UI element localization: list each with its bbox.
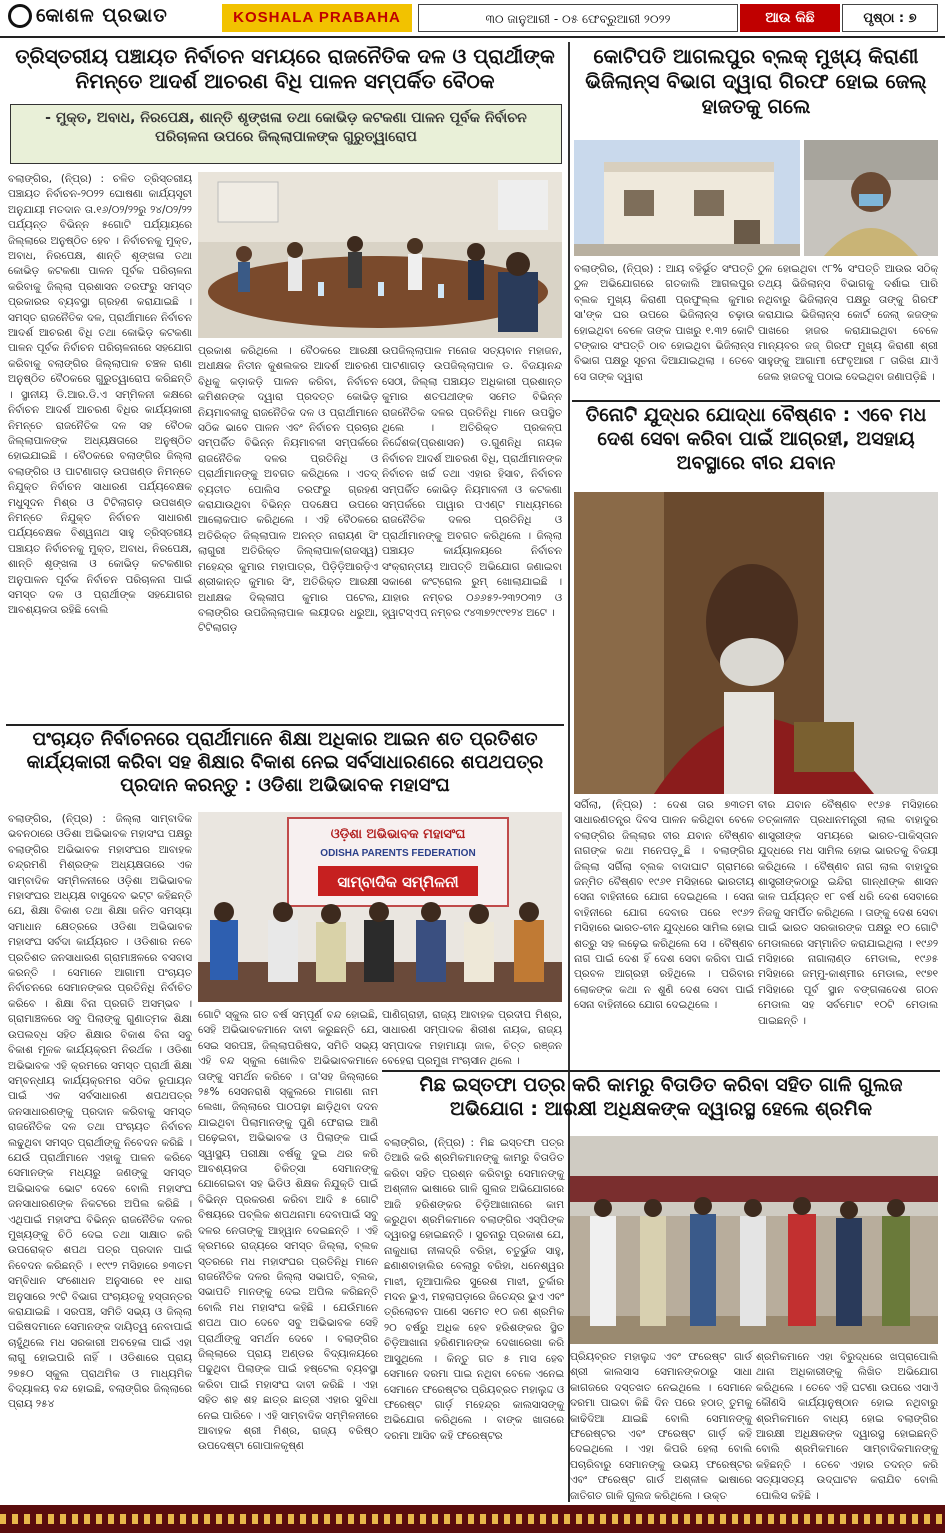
article3-column-2: ବୀର ଯବାନ ବୈଷ୍ଣବ ୧୯୬୫ ମସିହାରେ ତତ୍କାଳୀନ ପ୍ରଧାନମନ୍ତ୍ରୀ ଲାଲ ବାହାଦୁର ଶାସ୍ତ୍ରୀଙ୍କ ସମୟରେ ଭାରତ-ପାକିସ୍ତାନ ଯୁଦ୍ଧରେ ମଧ ସାମିଲ ହୋଇ ଭାରତକୁ ବିଜୟୀ କରିଥିଲେ । ବୈଷ୍ଣବ ନାଗ ଲାଲ ବାହାଦୁର ଶାସ୍ତ୍ରୀଙ୍କଠାରୁ ଇନ୍ଦିରା ଗାନ୍ଧୀଙ୍କ ଶାସନ କାଳ ପର୍ଯ୍ୟନ୍ତ ୧୮ ବର୍ଷ ଧରି ଦେଶ ସେବାରେ ନିଜକୁ ସମର୍ପିତ କରିଥିଲେ । ତାଙ୍କୁ ଦେଶ ସେବା ପାଇଁ ଭାରତ ସରକାରଙ୍କ ପକ୍ଷରୁ ୧୦ ଗୋଟି ମେଡାଲରେ ସମ୍ମାନିତ କରାଯାଇଥିଲା । ୧୯୬୨ ମସିହାରେ ନାଗାଲାଣ୍ଡ ମେଡାଲ, ୧୯୬୫ ମସିହାରେ ଜମ୍ମୁ-କାଶ୍ମୀର ମେଡାଲ, ୧୯୭୧ ମସିହାରେ ପୂର୍ବ ସ୍ଥାନ ବଙ୍ଗଳାଦେଶ ଗଠନ ମେଡାଲ ସହ ସର୍ବମୋଟ ୧୦ଟି ମେଡାଲ ପାଇଛନ୍ତି ।	[758, 799, 938, 1027]
newspaper-logo	[8, 4, 218, 34]
logo-text: କୋଶଳ ପ୍ରଭାତ	[36, 4, 168, 27]
article3-column-1: ସର୍ଗିଲା, (ନି୍ପ୍ର) : ଦେଶ ତାର ୭୩ତମ ସାଧାରଣତନ୍ତ୍ର ଦିବସ ପାଳନ କରିଥିବା ବେଳେ ବଲାଙ୍ଗିର ଜିଲ୍ଲାର ବୀର ଯବାନ ବୈଷ୍ଣବ ନାଗଙ୍କ କଥା ମନେପଡ଼ୁଛି । ବଲାଙ୍ଗିର ଜିଲ୍ଲା ସର୍ଗିଲା ବ୍ଲକ ବାଦାଘାଟ ଗ୍ରାମରେ ଜନ୍ମିତ ବୈଷ୍ଣବ ୧୯୬୧ ମସିହାରେ ଭାରତୀୟ ସେନା ବାହିନୀରେ ଯୋଗ ଦେଇଥିଲେ । ସେନା ବାହିନୀରେ ଯୋଗ ଦେବାର ପରେ ୧୯୬୨ ମସିହାରେ ଭାରତ-ଚୀନ ଯୁଦ୍ଧରେ ସାମିଲ ହୋଇ ଶତ୍ରୁ ସହ ଲଢ଼େଇ କରିଥିଲେ ସେ । ବୈଷ୍ଣବ ନାଗ ପାଇଁ ଦେଶ ହିଁ ଦେଶ ସେବା କରିବା ପାଇଁ ପ୍ରବଳ ଆଗ୍ରହୀ ରହିଥିଲେ । ପରିବାର ଲୋକଙ୍କ କଥା ନ ଶୁଣି ଦେଶ ସେବା ପାଇଁ ସେନା ବାହିନୀରେ ଯୋଗ ଦେଇଥିଲେ ।	[574, 799, 754, 1012]
masthead	[0, 0, 945, 38]
article1-meeting-photo	[198, 172, 562, 338]
article2-column-1: ବଲାଙ୍ଗିର, (ନି୍ପ୍ର) : ଆୟ ବହିର୍ଭୂତ ସଂପତ୍ତି ଠୁଳ ଅଭିଯୋଗରେ ଗତକାଲି ଆଗଲପୁର ବ୍ଲକ ମୁଖ୍ୟ କିରାଣୀ ପ୍ରଫୁଲ୍ଲ କୁମାର ସା'ଙ୍କ ଘର ଉପରେ ଭିଜିଲାନ୍ସ ଚଢ଼ାଉ ହୋଇଥିବା ବେଳେ ତାଙ୍କ ପାଖରୁ ୧.୩୨ କୋଟି ଟଙ୍କାର ସଂପତ୍ତି ଠାବ ହୋଇଥିବା ଭିଜିଲାନ୍ସ ବିଭାଗ ପକ୍ଷରୁ ସୂଚନା ଦିଆଯାଇଥିଲା । ତେବେ ସେ ତାଙ୍କ ଦ୍ୱାରା	[574, 263, 754, 383]
article2-column-2: ଠୁଳ ହୋଇଥିବା ୯୮% ସଂପତ୍ତି ଆଉର ସଠିକ୍ ତଥ୍ୟ ଭିଜିଲାନ୍ସ ବିଭାଗକୁ ଦର୍ଶାଇ ପାରି ନଥିବାରୁ ଭିଜିଲାନ୍ସ ପକ୍ଷରୁ ତାଙ୍କୁ ଗିରଫ କରାଯାଇ ଭିଜିଲାନ୍ସ କୋର୍ଟ ଜେଲା୍ କଜଙ୍କ ପାଖରେ ହାଜର କରାଯାଇଥିବା ବେଳେ ମାନ୍ୟବର ଜଜ୍ ଗିରଫ ମୁଖ୍ୟ କିରାଣୀ ଶ୍ରୀ ସାହୁଙ୍କୁ ଆଗାମୀ ଫେବୃଆରୀ ୮ ତାରିଖ ଯାଏଁ ଜେଲ ହାଜତକୁ ପଠାଇ ଦେଇଥିବା ଜଣାପଡ଼ିଛି ।	[758, 263, 938, 383]
article2-headline: କୋଟିପତି ଆଗଲପୁର ବ୍ଲକ୍ ମୁଖ୍ୟ କିରାଣୀ ଭିଜିଲାନ୍ସ ବିଭାଗ ଦ୍ୱାରା ଗିରଫ ହୋଇ ଜେଲ୍ ହାଜତକୁ ଗଲେ	[585, 44, 927, 118]
divider	[382, 1070, 940, 1072]
article1-column-1: ବଲାଙ୍ଗିର, (ନି୍ପ୍ର) : ଚଳିତ ତ୍ରିସ୍ତରୀୟ ପଞ୍ଚାୟତ ନିର୍ବାଚନ-୨୦୨୨ ଘୋଷଣା କାର୍ଯ୍ୟସୂଚୀ ଅନୁଯାୟୀ ମତଦାନ ତା.୧୬/୦୨/୨୨ରୁ ୨୪/୦୨/୨୨ ପର୍ଯ୍ୟନ୍ତ ବିଭିନ୍ନ ୫ଗୋଟି ପର୍ଯ୍ୟାୟରେ ଜିଲ୍ଲାରେ ଅନୁଷ୍ଠିତ ହେବ । ନିର୍ବାଚନକୁ ମୁକ୍ତ, ଅବାଧ, ନିରପେକ୍ଷ, ଶାନ୍ତି ଶୃଙ୍ଖଳା ତଥା କୋଭିଡ଼ କଟକଣା ପାଳନ ପୂର୍ବକ ପରିଚାଳନା କରିବାକୁ ଜିଲ୍ଲା ପ୍ରଶାସନ ତରଫରୁ ସମସ୍ତ ପ୍ରକାରର ବ୍ୟବସ୍ଥା ଗ୍ରହଣ କରାଯାଇଛି । ସମସ୍ତ ରାଜନୈତିକ ଦଳ, ପ୍ରାର୍ଥୀମାନେ ନିର୍ବାଚନ ଆଦର୍ଶ ଆଚରଣ ବିଧି ତଥା କୋଭିଡ଼ କଟକଣା ପାଳନ ପୂର୍ବକ ନିର୍ବାଚନ ପରିଚାଳନାରେ ସହଯୋଗ କରିବାକୁ ବଲାଙ୍ଗିର ଜିଲ୍ଲାପାଳ ଚଞ୍ଚଳ ରାଣା ଅନୁଷ୍ଠିତ ବୈଠକରେ ଗୁରୁତ୍ୱାରୋପ କରିଛନ୍ତି । ସ୍ଥାନୀୟ ଡି.ଆର.ଡି.ଏ ସମ୍ମିଳନୀ କକ୍ଷରେ ନିର୍ବାଚନ ଆଦର୍ଶ ଆଚରଣ ବିଧିର କାର୍ଯ୍ୟକାରୀ ନିମନ୍ତେ ରାଜନୈତିକ ଦଳ ସହ ବୈଠକ ଜିଲ୍ଲାପାଳଙ୍କ ଅଧ୍ୟକ୍ଷତାରେ ଅନୁଷ୍ଠିତ ହୋଇଯାଇଛି । ବୈଠକରେ ବଲାଙ୍ଗିର ଜିଲ୍ଲା ବଲାଙ୍ଗିର ଓ ପାଟଣାଗଡ଼ ଉପଖଣ୍ଡ ନିମନ୍ତେ ନିଯୁକ୍ତ ନିର୍ବାଚନ ସାଧାରଣ ପର୍ଯ୍ୟବେକ୍ଷକ ମଧୁସୂଦନ ମିଶ୍ର ଓ ଟିଟିଲାଗଡ଼ ଉପଖଣ୍ଡ ନିମନ୍ତେ ନିଯୁକ୍ତ ନିର୍ବାଚନ ସାଧାରଣ ପର୍ଯ୍ୟବେକ୍ଷକ ବିଶ୍ୱନାଥ ସାହୁ ତ୍ରିସ୍ତରୀୟ ପଞ୍ଚାୟତ ନିର୍ବାଚନକୁ ମୁକ୍ତ, ଅବାଧ, ନିରପେକ୍ଷ, ଶାନ୍ତି ଶୃଙ୍ଖଳା ଓ କୋଭିଡ଼ କଟକଣାର ଅନୁପାଳନ ପୂର୍ବକ ନିର୍ବାଚନ ପରିଚାଳନା ପାଇଁ ସମସ୍ତ ଦଳ ଓ ପ୍ରାର୍ଥୀଙ୍କ ସହଯୋଗର ଆବଶ୍ୟକତା ରହିଛି ବୋଲି	[8, 173, 192, 617]
article3-headline: ତିନୋଟି ଯୁଦ୍ଧର ଯୋଦ୍ଧା ବୈଷ୍ଣବ : ଏବେ ମଧ ଦେଶ ସେବା କରିବା ପାଇଁ ଆଗ୍ରହୀ, ଅସହାୟ ଅବସ୍ଥାରେ ବୀର ଯବାନ	[585, 404, 927, 474]
english-name: KOSHALA PRABAHA	[222, 4, 412, 32]
section-label: ଆଉ କିଛି	[740, 4, 840, 32]
article4-column-3: ପାଣିଗ୍ରାହୀ, ରାଜ୍ୟ ଆବାହକ ପ୍ରଦୀପ ମିଶ୍ର, ସାଧାରଣ ସମ୍ପାଦକ ଶିରୀଶ ନାୟକ, ରାଜ୍ୟ ସମ୍ପାଦକ ମହାମାୟା ଜାଳ, ଚିତ୍ତ ରଞ୍ଜନ ବେହେରା ପ୍ରମୁଖ ମଂଚାସୀନ ଥିଲେ ।	[382, 1009, 562, 1068]
banner-odia-text: ଓଡ଼ିଶା ଅଭିଭାବକ ମହାସଂଘ	[330, 827, 466, 842]
article2-accused-photo	[804, 140, 938, 256]
issue-date: ୩୦ ଜାନୁଆରୀ - ୦୫ ଫେବ୍ରୁଆରୀ ୨୦୨୨	[418, 4, 738, 32]
article2-house-photo	[574, 140, 800, 256]
article4-press-photo	[198, 812, 562, 1002]
article4-column-1: ବଲାଙ୍ଗିର, (ନି୍ପ୍ର) : ଜିଲ୍ଲା ସାମ୍ବାଦିକ ଭବନଠାରେ ଓଡିଶା ଅଭିଭାବକ ମହାସଂଘ ପକ୍ଷରୁ ବଲାଙ୍ଗିର ଅଭିଭାବକ ମହାସଂଘର ଆବାହକ ଚନ୍ଦ୍ରମଣି ମିଶ୍ରଙ୍କ ଅଧ୍ୟକ୍ଷତାରେ ଏକ ସାମ୍ବାଦିକ ସମ୍ମିଳନୀରେ ଓଡ଼ିଶା ଅଭିଭାବକ ମହାସଂଘର ଅଧ୍ୟକ୍ଷ ବାସୁଦେବ ଭଟ୍ଟ କହିଛନ୍ତି ଯେ, ଶିକ୍ଷା ବିକାଶ ତଥା ଶିକ୍ଷା ଜନିତ ସମସ୍ୟା ସମାଧାନ କ୍ଷେତ୍ରରେ ଓଡିଶା ଅଭିଭାବକ ମହାସଂଘ ସର୍ବଦା କାର୍ଯ୍ୟରତ । ଓଡିଶାର ନବେ ପ୍ରତିଶତ ଜନସାଧାରଣ ଗ୍ରାମାଞ୍ଚଳରେ ବସବାସ କରନ୍ତି । ସେମାନେ ଆଗାମୀ ପଂଚାୟତ ନିର୍ବାଚନରେ ସେମାନଙ୍କର ପ୍ରତିନିଧି ନିର୍ବାଚିତ କରିବେ । ଶିକ୍ଷା ବିନା ପ୍ରଗତି ଅସମ୍ଭବ । ଗ୍ରାମାଞ୍ଚଳରେ ସବୁ ପିଲାଙ୍କୁ ଗୁଣାତ୍ମକ ଶିକ୍ଷା ଉପଲବ୍ଧ ସହିତ ଶିକ୍ଷାର ବିକାଶ ବିନା ସବୁ ବିକାଶ ମୂଳକ କାର୍ଯ୍ୟକ୍ରମ ନିରର୍ଥକ । ଓଡିଶା ଅଭିଭାବକ ଏହି କ୍ରମରେ ସମସ୍ତ ପ୍ରାର୍ଥୀ ଶିକ୍ଷା ସମ୍ବନ୍ଧୀୟ କାର୍ଯ୍ୟକ୍ରମର ସଠିକ ରୂପାୟନ ପାଇଁ ଏକ ସର୍ବସାଧାରଣ ଶପଥପତ୍ର ଜନସାଧାରଣଙ୍କୁ ପ୍ରଦାନ କରିବାକୁ ସମସ୍ତ ରାଜନୈତିକ ଦଳ ତଥା ପଂଚାୟତ ନିର୍ବାଚନ ଲଢୁଥିବା ସମସ୍ତ ପ୍ରାର୍ଥୀଙ୍କୁ ନିବେଦନ କରିଛି । ଯେଉଁ ପ୍ରାର୍ଥୀମାନେ ଏହାକୁ ପାଳନ କରିବେ ସେମାନଙ୍କ ମଧ୍ୟରୁ ଜଣଙ୍କୁ ସମସ୍ତ ଅଭିଭାବକ ଭୋଟ ଦେବେ ବୋଲି ମହାସଂଘ ଜନସାଧାରଣଙ୍କ ନିକଟରେ ଅପିଲ କରିଛି । ଏଥିପାଇଁ ମହାସଂଘ ବିଭିନ୍ନ ରାଜନୈତିକ ଦଳର ମୁଖ୍ୟଙ୍କୁ ଚିଠି ଦେଇ ତଥା ସାକ୍ଷାତ କରି ଉପରୋକ୍ତ ଶପଥ ପତ୍ର ପ୍ରଦାନ ପାଇଁ ନିବେଦନ କରିଛନ୍ତି । ୧୯୯୨ ମସିହାରେ ୭୩ତମ ସମ୍ବିଧାନ ସଂଶୋଧନ ଅନୁସାରେ ୧୧ ଧାରା ଅନୁସାରେ ୨୯ଟି ବିଭାଗ ପଂଚାୟତକୁ ହସ୍ତାନ୍ତର କରାଯାଇଛି । ସରପଞ୍ଚ, ସମିତି ସଭ୍ୟ ଓ ଜିଲ୍ଲା ପରିଷଦମାନେ ସେମାନଙ୍କ ଦାୟିତ୍ୱ ନେବାପାଇଁ ଚାହୁଁଥିଲେ ମଧ ସରକାରୀ ଅବହେଳା ପାଇଁ ଏହା ଲାଗୁ ହୋଇପାରି ନାହିଁ । ଓଡିଶାରେ ପ୍ରାୟ ୨୭୫୦ ସ୍କୁଲ ପ୍ରାଥମିକ ଓ ମାଧ୍ୟମିକ ବିଦ୍ୟାଳୟ ବନ୍ଦ ହୋଇଛି, ବଲାଙ୍ଗିର ଜିଲ୍ଲାରେ ପ୍ରାୟ ୨୫୪	[8, 813, 192, 1411]
article1-column-3: ଉପଜିଲ୍ଲାପାଳ ମନୋଜ ସତ୍ୟବାନ ମହାଜନ, ପାଟଣାଗଡ଼ ଉପଜିଲ୍ଲାପାଳ ଡ. ବିଜୟାନନ୍ଦ ସେଠୀ, ଜିଲ୍ଲା ପଞ୍ଚାୟତ ଅଧିକାରୀ ପ୍ରଶାନ୍ତ କୁମାର ଶତପଥୀଙ୍କ ସମେତ ବିଭିନ୍ନ ରାଜନୈତିକ ଦଳର ପ୍ରତିନିଧି ମାନେ ଉପସ୍ଥିତ ଥିଲେ । ଅତିରିକ୍ତ ପ୍ରକଳ୍ପ ନିର୍ଦ୍ଦେଶକ(ପ୍ରଶାସନ) ଡ.ଗୁଣନିଧି ନାୟକ ନିର୍ବାଚନ ଆଦର୍ଶ ଆଚରଣ ବିଧି, ପ୍ରାର୍ଥୀମାନଙ୍କ ନିର୍ବାଚନ ଖର୍ଚ୍ଚ ତଥା ଏହାର ହିସାବ, ନିର୍ବାଚନ ସମ୍ପର୍କିତ କୋଭିଡ଼ ନିୟମାବଳୀ ଓ କଟକଣା ସମ୍ପର୍କରେ ପାୱାର ପଏଣ୍ଟ ମାଧ୍ୟମରେ ରାଜନୈତିକ ଦଳର ପ୍ରତିନିଧି ଓ ପ୍ରାର୍ଥୀମାନଙ୍କୁ ଅବଗତ କରିଥିଲେ । ଜିଲ୍ଲା ପଞ୍ଚାୟତ କାର୍ଯ୍ୟାଳୟରେ ନିର୍ବାଚନ ସଂକ୍ରାନ୍ତୀୟ ଆପତ୍ତି ଅଭିଯୋଗ ଜଣାଇବା ସକାଶେ କଂଟ୍ରୋଲ ରୁମ୍ ଖୋଲାଯାଇଛି । ଯାହାର ନମ୍ବର ୦୬୬୫୨-୨୩୨୦୩୨ ଓ ହ୍ୱାଟସ୍ଏପ୍ ନମ୍ବର ୯୪୩୭୨୯୯୧୨୪ ଅଟେ ।	[382, 345, 562, 619]
footer-border	[0, 1505, 945, 1533]
page-number: ପୃଷ୍ଠା : ୭	[842, 4, 938, 32]
article5-column-2: ପ୍ରିୟବ୍ରତ ମହାଲୁଦ୍ଦ ଏବଂ ଫରେଷ୍ଟ ଗାର୍ଡ ଶ୍ରୀ କାଲସାସ ସେମାନଙ୍କଠାରୁ ସାଧା କାଗଜରେ ଦସ୍ତଖତ ନେଇଥିଲେ । ସେମାନେ ଦରମା ପାଇବା କିଛି ଦିନ ପରେ ହଠାତ୍ ତୁମକୁ କାଢିଦିଆ ଯାଇଛି ବୋଲି ସେମାନଙ୍କୁ ଫରେଷ୍ଟର ଏବଂ ଫରେଷ୍ଟ ଗାର୍ଡ଼ କହି ଦେଇଥିଲେ । ଏହା କିପରି ହେଲା ବୋଲି ପଚାରିବାରୁ ସେମାନଙ୍କୁ ଉଭୟ ଫରେଷ୍ଟର ଏବଂ ଫରେଷ୍ଟ ଗାର୍ଡ ଅଶ୍ଳୀଳ ଭାଷାରେ ଜାତିଗତ ଗାଳି ଗୁଲଜ କରିଥିଲେ । ଉକ୍ତ	[570, 1351, 752, 1502]
article3-soldier-photo	[574, 492, 938, 794]
article5-column-3: ଶ୍ରମିକମାନେ ଏହା ବିରୁଦ୍ଧରେ ଖପ୍ରାପୋଲି ଥାନା ଅଧିକାରୀଙ୍କୁ ଲିଖିତ ଅଭିଯୋଗ କରିଥିଲେ । ତେବେ ଏହି ଘଟଣା ଉପରେ ଏସାଏଁ କୌଣସି କାର୍ଯ୍ୟାନୁଷ୍ଠାନ ହୋଇ ନଥିବାରୁ ଶ୍ରମିକମାନେ ବାଧ୍ୟ ହୋଇ ବଲାଙ୍ଗିର ଆରକ୍ଷୀ ଅଧିକ୍ଷକଙ୍କ ଦ୍ୱାରସ୍ଥ ହୋଇଛନ୍ତି ବୋଲି ଶ୍ରମିକମାନେ ସାମ୍ବାଦିକମାନଙ୍କୁ କହିଛନ୍ତି । ତେବେ ଏହାର ତଦନ୍ତ କରି ସତ୍ୟାସତ୍ୟ ଉଦ୍‌ଘାଟନ କରାଯିବ ବୋଲି ପୋଲିସ କହିଛି ।	[756, 1351, 938, 1502]
article1-subhead: - ମୁକ୍ତ, ଅବାଧ, ନିରପେକ୍ଷ, ଶାନ୍ତି ଶୃଙ୍ଖଳା ତଥା କୋଭିଡ଼ କଟକଣା ପାଳନ ପୂର୍ବକ ନିର୍ବାଚନ ପରିଚାଳନା ଉପରେ ଜିଲ୍ଲାପାଳଙ୍କ ଗୁରୁତ୍ୱାରୋପ	[10, 104, 562, 164]
divider	[6, 724, 564, 726]
article1-column-2: ପ୍ରକାଶ କରିଥିଲେ । ବୈଠକରେ ଆରକ୍ଷୀ ଅଧୀକ୍ଷକ ନିତୀନ କୁଶଲକର ଆଦର୍ଶ ଆଚରଣ ବିଧିକୁ କଡ଼ାକଡ଼ି ପାଳନ କରିବା, ନିର୍ବାଚନ କମିଶନଙ୍କ ଦ୍ୱାରା ପ୍ରଦତ୍ତ କୋଭିଡ଼ ନିୟମାବଳୀକୁ ରାଜନୈତିକ ଦଳ ଓ ପ୍ରାର୍ଥୀମାନେ ସଠିକ ଭାବେ ପାଳନ ଏବଂ ନିର୍ବାଚନ ପ୍ରଚାର ସମ୍ପର୍କିତ ବିଭିନ୍ନ ନିୟମାବଳୀ ସମ୍ପର୍କରେ ରାଜନୈତିକ ଦଳର ପ୍ରତିନିଧି ଓ ପ୍ରାର୍ଥୀମାନଙ୍କୁ ଅବଗତ କରିଥିଲେ । ଏତଦ୍ ବ୍ୟତୀତ ପୋଲିସ ତରଫରୁ ଗ୍ରହଣ କରାଯାଉଥିବା ବିଭିନ୍ନ ପଦକ୍ଷେପ ଉପରେ ଆଲୋକପାତ କରିଥିଲେ । ଏହି ବୈଠକରେ ଅତିରିକ୍ତ ଜିଲ୍ଲାପାଳ ଅନନ୍ତ ନାରାୟଣ ସିଂ ଲାଗୁରୀ ଅତିରିକ୍ତ ଜିଲ୍ଲାପାଳ(ରାଜସ୍ୱ) ମହେନ୍ଦ୍ର କୁମାର ମହାପାତ୍ର, ପିଡ଼ିଡ଼ିଆରଡ଼ିଏ ଶ୍ରୀକାନ୍ତ କୁମାର ସିଂ, ଅତିରିକ୍ତ ଆରକ୍ଷୀ ଅଧୀକ୍ଷକ ଦିଲ୍ଲୀପ କୁମାର ପଟେଲ, ବଲାଙ୍ଗିର ଉପଜିଲ୍ଲାପାଳ ଲୟୀଦର ଧରୁଆ, ଟିଟିଲାଗଡ଼	[198, 345, 378, 635]
article1-headline: ତ୍ରିସ୍ତରୀୟ ପଞ୍ଚାୟତ ନିର୍ବାଚନ ସମୟରେ ରାଜନୈତିକ ଦଳ ଓ ପ୍ରାର୍ଥୀଙ୍କ ନିମନ୍ତେ ଆଦର୍ଶ ଆଚରଣ ବିଧି ପାଳନ ସମ୍ପର୍କିତ ବୈଠକ	[15, 44, 555, 93]
footer-pattern	[0, 1514, 945, 1524]
divider	[572, 400, 940, 402]
article4-column-2: ଗୋଟି ସ୍କୁଲ ଗତ ବର୍ଷ ସମ୍ପୂର୍ଣ ବନ୍ଦ ହୋଇଛି, ସେହି ଅଭିଭାବକମାନେ ଦାବୀ କରୁଛନ୍ତି ଯେ, ସେଇ ସରପଞ୍ଚ, ଜିଲ୍ଲାପରିଷଦ, ସମିତି ସଭ୍ୟ ଏହି ବନ୍ଦ ସ୍କୁଲ ଖୋଲିବ ଅଭିଭାବକମାନେ ତାଙ୍କୁ ସମର୍ଥନ କରିବେ । ତା'ସହ ଜିଲ୍ଲାରେ ୨୫% ସେସନରାଶି ସ୍କୁଲରେ ମାଗଣା ନାମ ଲେଖା, ଜିଲ୍ଲାରେ ପାଠପଢ଼ା ଛାଡ଼ିଥିବା ଦଦନ ଯାଇଥିବା ପିଲାମାନଙ୍କୁ ପୁଣି ଫେରାଇ ଆଣି ପଢ଼େଇବା, ଅଭିଭାବକ ଓ ପିଲାଙ୍କ ପାଇଁ ସ୍ୱାସ୍ଥ୍ୟ ପରୀକ୍ଷା ବର୍ଷକୁ ଦୁଇ ଥର କରି ଆବଶ୍ୟକତା ଚିକିତ୍ସା ସେମାନଙ୍କୁ ଯୋଗେଇବା ସହ ଭିଡିଓ ଶିକ୍ଷକ ନିଯୁକ୍ତି ପାଇଁ ବିଭିନ୍ନ ପ୍ରକରଣ କରିବା ଆଦି ୫ ଗୋଟି ବିଷୟରେ ପବ୍ଲିକ ଶପଥନାମା ଦେବାପାଇଁ ସବୁ ଦଳର ନେତାଙ୍କୁ ଆହ୍ୱାନ ଦେଇଛନ୍ତି । ଏହି କ୍ରମରେ ରାଜ୍ୟରେ ସମସ୍ତ ଜିଲ୍ଲା, ବ୍ଲକ ସ୍ତରରେ ମଧ ମହାସଂଘର ପ୍ରତିନିଧି ମାନେ ରାଜନୈତିକ ଦଳର ଜିଲ୍ଲା ସଭାପତି, ବ୍ଲକ, ସଭାପତି ମାନଙ୍କୁ ଦେଇ ଅପିଲ କରିଛନ୍ତି ବୋଲି ମଧ ମହାସଂଘ କହିଛି । ଯେଉଁମାନେ ଶପଥ ପାଠ ଦେବେ ସବୁ ଅଭିଭାବକ ସେହି ପ୍ରାର୍ଥୀଙ୍କୁ ସମର୍ଥନ ଦେବେ । ବଲାଙ୍ଗିର ଜିଲ୍ଲାରେ ପ୍ରାୟ ଅଣ୍ଡର ବିଦ୍ୟାଳୟରେ ପଢୁଥିବା ପିଲାଙ୍କ ପାଇଁ ହଷ୍ଟେଲ ବ୍ୟବସ୍ଥା କରିବା ପାଇଁ ମହାସଂଘ ଦାବୀ କରିଛି । ଏହା ସହିତ ଶହ ଶହ ଛାତ୍ର ଛାତ୍ରୀ ଏହାର ସୁବିଧା ନେଇ ପାରିବେ । ଏହି ସାମ୍ବାଦିକ ସମ୍ମିଳନୀରେ ଆବାହକ ଶ୍ରୀ ମିଶ୍ର, ରାଜ୍ୟ ବରିଷ୍ଠ ଉପଦେଷ୍ଟା ଗୋପାଳକୃଷ୍ଣ	[198, 1009, 378, 1453]
article5-column-1: ବଲାଙ୍ଗିର, (ନି୍ପ୍ର) : ମିଛ ଇସ୍ତଫା ପତ୍ର ତିଆରି କରି ଶ୍ରମିକମାନଙ୍କୁ କାମରୁ ବିତାଡିତ କରିବା ସହିତ ପ୍ରଶ୍ନ କରିବାରୁ ସେମାନଙ୍କୁ ଅଶ୍ଳୀଳ ଭାଷାରେ ଗାଳି ଗୁଲଜ ଅଭିଯୋଗରେ ଆଜି ହରିଶଙ୍କର ଚିଡ଼ିଆଖାନାରେ କାମ କରୁଥିବା ଶ୍ରମିକମାନେ ବଲାଙ୍ଗିର ଏସ୍‌ପିଙ୍କ ଦ୍ୱାରସ୍ଥ ହୋଇଛନ୍ତି । ସୁଚନାରୁ ପ୍ରକାଶ ଯେ, ନାକୁଧାରା ନୀଳାଦ୍ରି ବରିହା, ଚତୁର୍ଭୁଜ ସାହୁ, ଛଣାଶବାହାଲିର ବେଲାରୁ ବରିହା, ଧନେଶ୍ୱର ମାଝୀ, ନୂଆପାଲିର ସୁରେଶ ମାଝୀ, ତୁର୍କାର ମଦନ ଭୁଏ, ମହଲାପଡ଼ାରେ ଜିତେନ୍ଦ୍ର ଭୁଏ ଏବଂ ତ୍ରିଲୋଚନ ପାଣେ ସମେତ ୧୦ ଜଣ ଶ୍ରମିକ ୨୦ ବର୍ଷରୁ ଅଧିକ ହେବ ହରିଶଙ୍କର ସ୍ଥିତ ଚିଡ଼ିଆଖାନା ହରିଣମାନଙ୍କ ଦେଖାରେଖା କରି ଆସୁଥିଲେ । କିନ୍ତୁ ଗତ ୫ ମାସ ହେବ ସେମାନେ ଦରମା ପାଇ ନଥିବା ବେଳେ ଏନେଇ ସେମାନେ ଫରେଷ୍ଟର ପ୍ରିୟବ୍ରତ ମହାଲୁଦ୍ଦ ଓ ଫରେଷ୍ଟ ଗାର୍ଡ଼ ମହେନ୍ଦ୍ର କାଲସାସଙ୍କୁ ଅଭିଯୋଗ କରିଥିଲେ । ବାଙ୍କ ଖାତାରେ ଦରମା ଆସିବ କହି ଫରେଷ୍ଟର	[384, 1137, 564, 1442]
article5-workers-photo	[570, 1136, 938, 1344]
banner-event-text: ସାମ୍ବାଦିକ ସମ୍ମିଳନୀ	[337, 873, 459, 891]
logo-ring-icon	[8, 4, 32, 28]
article4-headline: ପଂଚାୟତ ନିର୍ବାଚନରେ ପ୍ରାର୍ଥୀମାନେ ଶିକ୍ଷା ଅଧିକାର ଆଇନ ଶତ ପ୍ରତିଶତ କାର୍ଯ୍ୟକାରୀ କରିବା ସହ ଶିକ୍ଷାର ବିକାଶ ନେଇ ସର୍ବସାଧାରଣରେ ଶପଥପତ୍ର ପ୍ରଦାନ କରନ୍ତୁ : ଓଡିଶା ଅଭିଭାବକ ମହାସଂଘ	[26, 729, 544, 797]
article5-headline: ମିଛ ଇସ୍ତଫା ପତ୍ର କରି କାମରୁ ବିତାଡିତ କରିବା ସହିତ ଗାଳି ଗୁଲଜ ଅଭିଯୋଗ : ଆରକ୍ଷୀ ଅଧିକ୍ଷକଙ୍କ ଦ୍ୱାରସ୍ଥ ହେଲେ ଶ୍ରମିକ	[419, 1074, 903, 1120]
banner-english-text: ODISHA PARENTS FEDERATION	[320, 848, 476, 859]
